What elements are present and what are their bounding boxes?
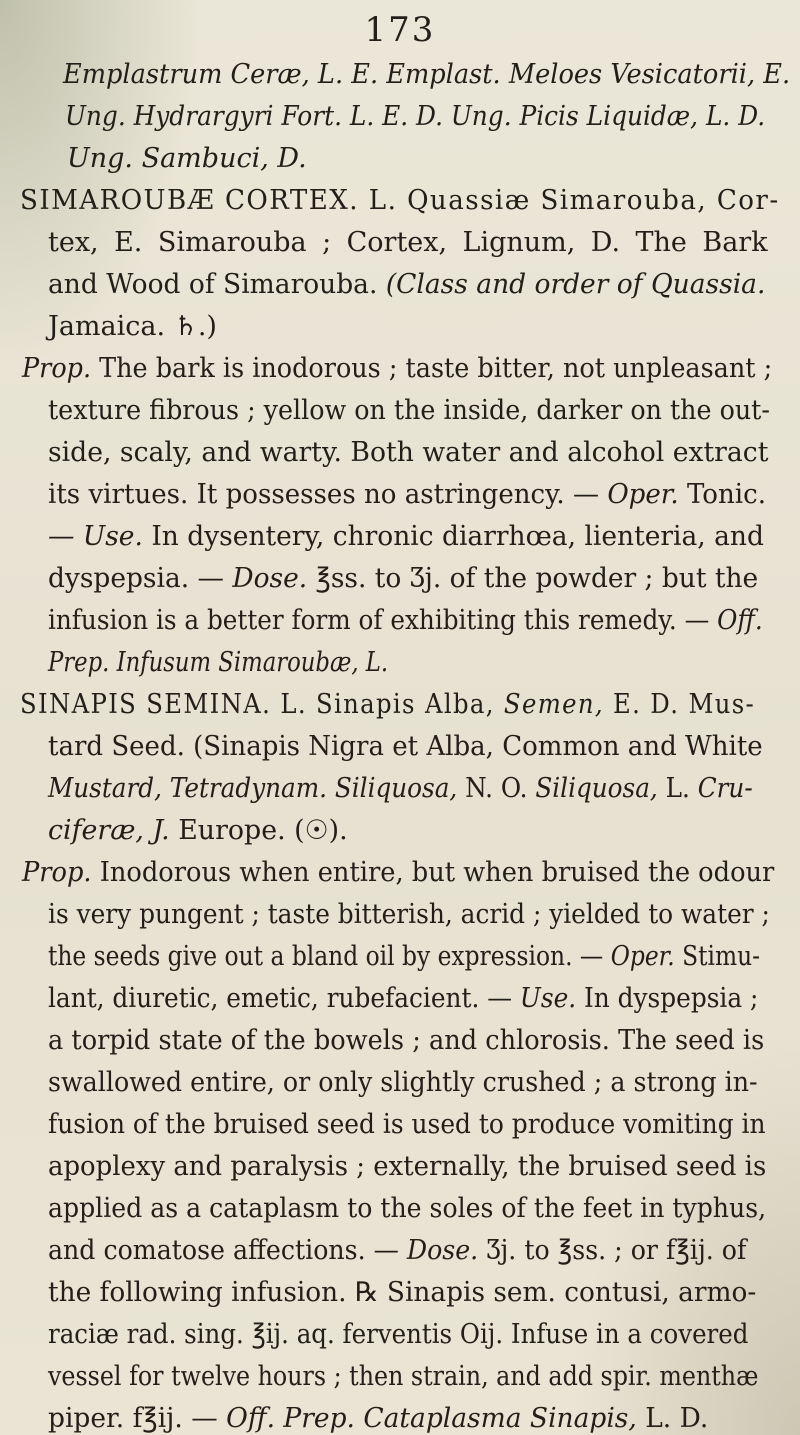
italic-text: Use. bbox=[519, 983, 577, 1014]
roman-text: E. D. Mus- bbox=[603, 689, 756, 720]
text-line bbox=[48, 603, 763, 641]
page-number: 173 bbox=[364, 10, 436, 50]
text-line bbox=[48, 267, 765, 305]
roman-text: Ʒj. to ℥ss. ; or f℥ij. of bbox=[478, 1235, 747, 1266]
roman-text: is very pungent ; taste bitterish, acrid ; yielded to water ; bbox=[48, 899, 770, 930]
italic-text: Ung. Hydrargyri Fort. L. E. D. Ung. Picis Liquidæ, L. D. bbox=[65, 101, 766, 132]
text-line bbox=[48, 1191, 766, 1229]
italic-text: Off. bbox=[717, 605, 763, 636]
text-line bbox=[20, 687, 755, 725]
italic-text: Off. Prep. Cataplasma Sinapis, bbox=[226, 1403, 637, 1434]
roman-text: Inodorous when entire, but when bruised the odour bbox=[91, 857, 775, 888]
italic-text: Prep. Infusum Simaroubæ, L. bbox=[48, 647, 389, 678]
text-line bbox=[22, 855, 774, 893]
italic-text: — Use. bbox=[48, 521, 143, 552]
roman-text: apoplexy and paralysis ; externally, the bruised seed is bbox=[48, 1151, 767, 1182]
italic-text: Mustard, Tetradynam. Siliquosa, bbox=[48, 773, 458, 804]
text-line bbox=[48, 1065, 758, 1103]
text-line bbox=[48, 981, 758, 1019]
text-line bbox=[48, 1359, 758, 1397]
roman-text: Europe. (☉). bbox=[169, 815, 348, 846]
roman-text: SINAPIS SEMINA. L. Sinapis Alba, bbox=[20, 689, 504, 720]
italic-text: Oper. bbox=[607, 479, 679, 510]
text-line bbox=[48, 1023, 764, 1061]
text-line bbox=[48, 1275, 756, 1313]
roman-text: N. O. bbox=[457, 773, 536, 804]
roman-text: tard Seed. (Sinapis Nigra et Alba, Common and White bbox=[48, 731, 763, 762]
italic-text: Siliquosa, bbox=[535, 773, 658, 804]
roman-text: infusion is a better form of exhibiting this remedy. — bbox=[48, 605, 718, 636]
roman-text: L. bbox=[657, 773, 698, 804]
text-line bbox=[48, 477, 766, 515]
roman-text: piper. f℥ij. — bbox=[48, 1403, 227, 1434]
italic-text: (Class and order of Quassia. bbox=[385, 269, 766, 300]
italic-text: Cru- bbox=[697, 773, 753, 804]
italic-text: Ung. Sambuci, D. bbox=[67, 143, 307, 174]
roman-text: texture fibrous ; yellow on the inside, darker on the out- bbox=[48, 395, 770, 426]
text-line bbox=[48, 1401, 708, 1435]
roman-text: swallowed entire, or only slightly crushed ; a strong in- bbox=[48, 1067, 758, 1098]
text-line bbox=[48, 939, 760, 977]
roman-text: and comatose affections. — bbox=[48, 1235, 407, 1266]
roman-text: In dysentery, chronic diarrhœa, lienteria, and bbox=[142, 521, 764, 552]
text-line bbox=[48, 729, 763, 767]
text-line bbox=[48, 561, 758, 599]
italic-text: Prop. bbox=[22, 353, 92, 384]
roman-text: lant, diuretic, emetic, rubefacient. — bbox=[48, 983, 520, 1014]
text-line bbox=[20, 183, 780, 221]
text-line bbox=[48, 1107, 766, 1145]
italic-text: Oper. bbox=[610, 941, 675, 972]
roman-text: the following infusion. ℞ Sinapis sem. contusi, armo- bbox=[48, 1277, 757, 1308]
roman-text: Stimu- bbox=[674, 941, 761, 972]
text-line bbox=[48, 813, 348, 851]
roman-text: In dyspepsia ; bbox=[576, 983, 759, 1014]
roman-text: ℥ss. to Ʒj. of the powder ; but the bbox=[307, 563, 759, 594]
roman-text: L. D. bbox=[636, 1403, 709, 1434]
roman-text: raciæ rad. sing. ℥ij. aq. ferventis Oij. Infuse in a covered bbox=[48, 1319, 749, 1350]
roman-text: side, scaly, and warty. Both water and alcohol extract bbox=[48, 437, 769, 468]
text-line bbox=[48, 1317, 748, 1355]
italic-text: Semen, bbox=[503, 689, 604, 720]
text-line bbox=[48, 393, 770, 431]
roman-text: SIMAROUBÆ CORTEX. L. Quassiæ Simarouba, Cor- bbox=[20, 185, 780, 216]
italic-text: ciferæ, J. bbox=[48, 815, 170, 846]
text-line bbox=[48, 309, 217, 347]
italic-text: Dose. bbox=[406, 1235, 479, 1266]
roman-text: The bark is inodorous ; taste bitter, not unpleasant ; bbox=[91, 353, 773, 384]
roman-text: a torpid state of the bowels ; and chlorosis. The seed is bbox=[48, 1025, 765, 1056]
text-line bbox=[63, 57, 790, 95]
roman-text: tex, E. Simarouba ; Cortex, Lignum, D. The Bark bbox=[48, 227, 768, 258]
roman-text: fusion of the bruised seed is used to produce vomiting in bbox=[48, 1109, 766, 1140]
text-line bbox=[67, 141, 307, 179]
text-line bbox=[22, 351, 772, 389]
italic-text: Prop. bbox=[22, 857, 92, 888]
roman-text: the seeds give out a bland oil by expression. — bbox=[48, 941, 611, 972]
roman-text: dyspepsia. — bbox=[48, 563, 233, 594]
roman-text: applied as a cataplasm to the soles of the feet in typhus, bbox=[48, 1193, 767, 1224]
roman-text: vessel for twelve hours ; then strain, and add spir. menthæ bbox=[48, 1361, 759, 1392]
roman-text: and Wood of Simarouba. bbox=[48, 269, 386, 300]
text-line bbox=[48, 897, 770, 935]
roman-text: Jamaica. ♄.) bbox=[48, 311, 217, 342]
roman-text: its virtues. It possesses no astringency. — bbox=[48, 479, 608, 510]
text-line bbox=[48, 435, 768, 473]
text-line bbox=[48, 519, 764, 557]
italic-text: Dose. bbox=[232, 563, 308, 594]
text-line bbox=[65, 99, 765, 137]
text-line bbox=[48, 1149, 766, 1187]
text-line bbox=[48, 771, 753, 809]
text-line bbox=[48, 225, 768, 263]
roman-text: Tonic. bbox=[678, 479, 766, 510]
text-line bbox=[48, 1233, 746, 1271]
text-line bbox=[48, 645, 388, 683]
italic-text: Emplastrum Ceræ, L. E. Emplast. Meloes Vesicatorii, E. bbox=[63, 59, 791, 90]
